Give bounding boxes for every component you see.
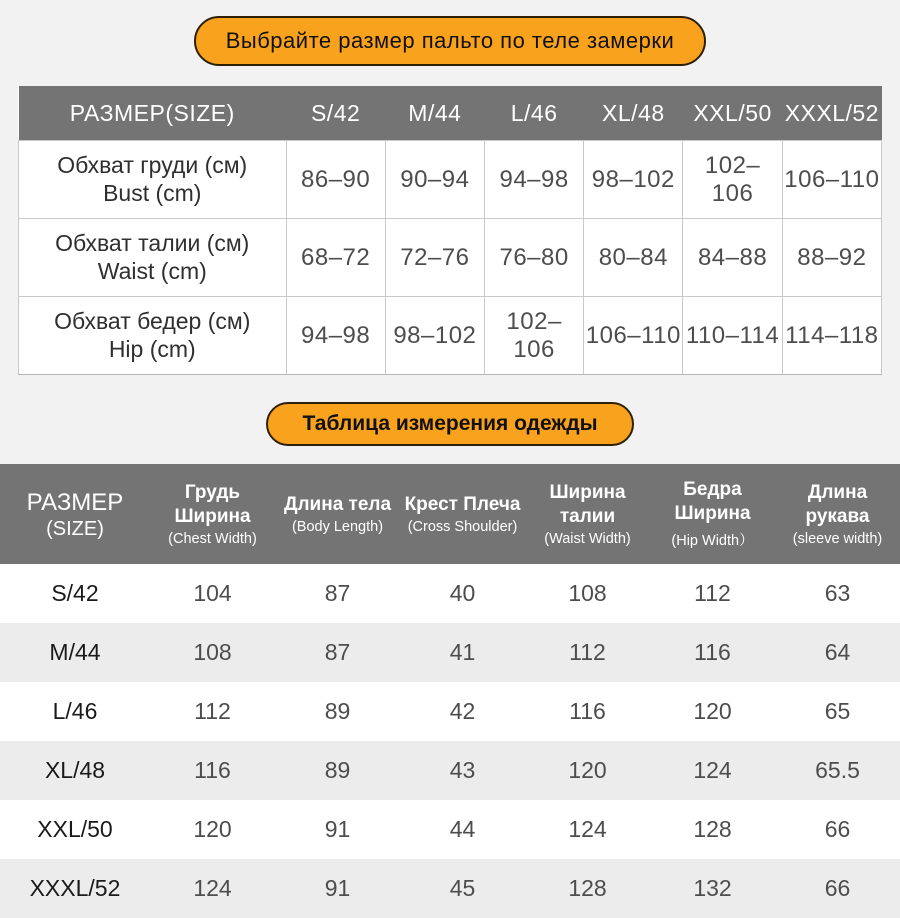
cell: 86–90 <box>286 141 385 219</box>
table-row <box>0 564 900 623</box>
cell: 91 <box>324 816 351 842</box>
header-ru: Длина тела <box>283 493 392 515</box>
cell: 108 <box>568 580 607 606</box>
table-row <box>0 623 900 682</box>
cell: 43 <box>449 757 476 783</box>
cell: 64 <box>824 639 851 665</box>
header-ru: Бедра Ширина <box>674 479 751 524</box>
header-en: (sleeve width) <box>792 531 883 548</box>
cell: 90–94 <box>385 141 484 219</box>
size-label: M/44 <box>49 639 101 665</box>
cell: 80–84 <box>584 219 683 297</box>
cell: 116 <box>569 698 606 724</box>
column-header-size <box>0 464 150 564</box>
header-ru: РАЗМЕР <box>26 488 124 516</box>
table-header-row <box>0 464 900 564</box>
column-header-chest <box>150 464 275 564</box>
row-label <box>19 141 287 219</box>
cell: 44 <box>449 816 476 842</box>
cell: 66 <box>824 875 851 901</box>
column-header: XXXL/52 <box>782 86 881 141</box>
body-size-table <box>18 86 882 375</box>
column-header: XL/48 <box>584 86 683 141</box>
cell: 132 <box>693 875 732 901</box>
size-guide-page <box>0 16 900 918</box>
cell: 124 <box>568 816 607 842</box>
cell: 114–118 <box>782 297 881 375</box>
column-header-cross-shoulder <box>400 464 525 564</box>
column-header-body-length <box>275 464 400 564</box>
size-label: XXXL/52 <box>29 875 121 901</box>
cell: 120 <box>693 698 732 724</box>
cell: 128 <box>693 816 732 842</box>
table-row <box>0 682 900 741</box>
cell: 108 <box>193 639 232 665</box>
size-label: L/46 <box>52 698 98 724</box>
cell: 112 <box>694 580 731 606</box>
cell: 124 <box>193 875 232 901</box>
header-ru: Грудь Ширина <box>174 481 251 527</box>
header-en: (SIZE) <box>46 518 104 541</box>
table-row-bust <box>19 141 882 219</box>
cell: 87 <box>324 639 351 665</box>
row-label-ru: Обхват талии (см) <box>55 229 250 256</box>
cell: 76–80 <box>484 219 583 297</box>
cell: 66 <box>824 816 851 842</box>
cell: 120 <box>568 757 607 783</box>
cell: 102–106 <box>484 297 583 375</box>
column-header-hip-width <box>650 464 775 564</box>
row-label <box>19 297 287 375</box>
cell: 120 <box>193 816 232 842</box>
cell: 87 <box>324 580 351 606</box>
row-label-ru: Обхват груди (см) <box>57 151 248 178</box>
row-label-en: Hip (cm) <box>108 335 196 362</box>
header-en: (Waist Width) <box>544 531 631 548</box>
cell: 88–92 <box>782 219 881 297</box>
cell: 68–72 <box>286 219 385 297</box>
cell: 65.5 <box>815 757 860 783</box>
cell: 41 <box>449 639 476 665</box>
cell: 84–88 <box>683 219 782 297</box>
size-label: S/42 <box>51 580 99 606</box>
table-row-hip <box>19 297 882 375</box>
header-en: (Body Length) <box>291 519 384 536</box>
table-row <box>0 859 900 918</box>
cell: 65 <box>824 698 851 724</box>
row-label <box>19 219 287 297</box>
column-header-waist-width <box>525 464 650 564</box>
garment-size-table <box>0 464 900 918</box>
banner-label: Выбрайте размер пальто по теле замерки <box>225 28 675 53</box>
table-row-waist <box>19 219 882 297</box>
cell: 128 <box>568 875 607 901</box>
size-label: XL/48 <box>44 757 106 783</box>
header-en: (Cross Shoulder) <box>407 519 518 536</box>
cell: 40 <box>449 580 476 606</box>
row-label-ru: Обхват бедер (см) <box>54 307 251 334</box>
cell: 63 <box>824 580 851 606</box>
column-header: XXL/50 <box>683 86 782 141</box>
cell: 89 <box>324 757 351 783</box>
cell: 72–76 <box>385 219 484 297</box>
header-en: (Chest Width) <box>168 531 257 548</box>
row-label-en: Bust (cm) <box>103 179 202 206</box>
table-header-row <box>19 86 882 141</box>
column-header-size: РАЗМЕР(SIZE) <box>19 86 287 141</box>
row-label-en: Waist (cm) <box>97 257 207 284</box>
cell: 116 <box>194 757 231 783</box>
cell: 112 <box>194 698 231 724</box>
cell: 98–102 <box>385 297 484 375</box>
header-ru: Длина рукава <box>805 481 870 527</box>
cell: 106–110 <box>782 141 881 219</box>
cell: 98–102 <box>584 141 683 219</box>
cell: 124 <box>693 757 732 783</box>
cell: 112 <box>569 639 606 665</box>
table-row <box>0 800 900 859</box>
header-ru: Ширина талии <box>549 481 626 527</box>
size-label: XXL/50 <box>37 816 113 842</box>
cell: 89 <box>324 698 351 724</box>
column-header: L/46 <box>484 86 583 141</box>
banner-label: Таблица измерения одежды <box>302 412 598 435</box>
header-ru: Крест Плеча <box>404 493 521 515</box>
column-header-sleeve <box>775 464 900 564</box>
cell: 104 <box>193 580 232 606</box>
cell: 91 <box>324 875 351 901</box>
garment-measurements-banner <box>266 402 633 446</box>
cell: 94–98 <box>484 141 583 219</box>
cell: 106–110 <box>584 297 683 375</box>
cell: 45 <box>449 875 476 901</box>
header-en: (Hip Width） <box>671 532 754 549</box>
table-row <box>0 741 900 800</box>
column-header: M/44 <box>385 86 484 141</box>
body-measurements-banner <box>194 16 707 66</box>
cell: 102–106 <box>683 141 782 219</box>
cell: 110–114 <box>683 297 782 375</box>
column-header: S/42 <box>286 86 385 141</box>
cell: 116 <box>694 639 731 665</box>
cell: 42 <box>449 698 476 724</box>
cell: 94–98 <box>286 297 385 375</box>
